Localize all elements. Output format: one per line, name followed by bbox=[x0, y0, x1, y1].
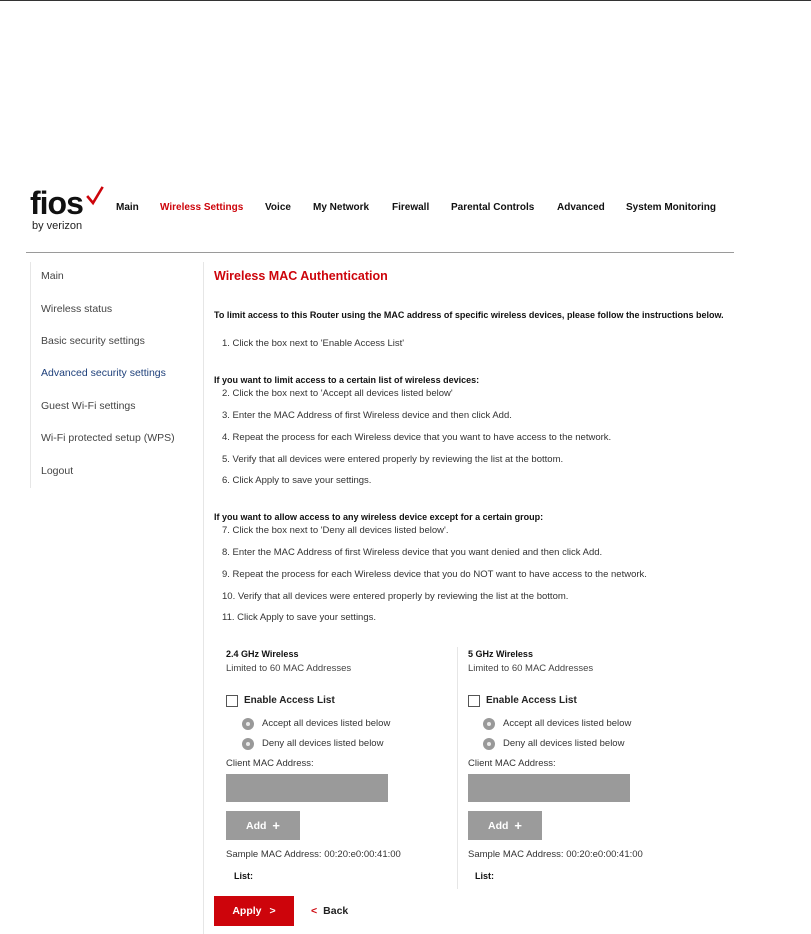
band-subtitle: Limited to 60 MAC Addresses bbox=[226, 663, 352, 674]
apply-button-label: Apply bbox=[232, 905, 262, 917]
client-mac-label: Client MAC Address: bbox=[468, 758, 556, 769]
sidebar-item-basic-security[interactable]: Basic security settings bbox=[41, 335, 145, 347]
intro-text: To limit access to this Router using the MAC address of specific wireless devices, please follow the instructions below. bbox=[214, 310, 724, 320]
nav-voice[interactable]: Voice bbox=[265, 202, 291, 213]
apply-button[interactable] bbox=[214, 896, 294, 926]
mac-list-label: List: bbox=[475, 871, 494, 881]
add-button-label: Add bbox=[245, 819, 267, 832]
client-mac-label: Client MAC Address: bbox=[226, 758, 314, 769]
add-mac-button[interactable] bbox=[468, 811, 542, 840]
nav-parental-controls[interactable]: Parental Controls bbox=[451, 202, 535, 213]
deny-all-label: Deny all devices listed below bbox=[262, 738, 384, 749]
instruction-step: 3. Enter the MAC Address of first Wireless device and then click Add. bbox=[222, 410, 512, 421]
nav-firewall[interactable]: Firewall bbox=[392, 202, 430, 213]
deny-all-label: Deny all devices listed below bbox=[503, 738, 625, 749]
sidebar bbox=[30, 262, 201, 488]
column-divider bbox=[457, 647, 458, 889]
allow-access-heading: If you want to allow access to any wireless device except for a certain group: bbox=[214, 512, 544, 522]
add-button-label: Add bbox=[487, 819, 509, 832]
instruction-step: 4. Repeat the process for each Wireless device that you want to have access to the network. bbox=[222, 432, 612, 443]
header-divider bbox=[26, 252, 734, 253]
enable-access-list-checkbox[interactable] bbox=[226, 695, 238, 707]
nav-system-monitoring[interactable]: System Monitoring bbox=[626, 202, 717, 213]
instruction-step: 8. Enter the MAC Address of first Wireless device that you want denied and then click Add. bbox=[222, 547, 603, 558]
deny-all-radio[interactable] bbox=[483, 738, 495, 750]
sidebar-item-guest-wifi[interactable]: Guest Wi-Fi settings bbox=[41, 400, 136, 412]
fios-logo[interactable] bbox=[30, 186, 110, 236]
sidebar-item-wps[interactable]: Wi-Fi protected setup (WPS) bbox=[41, 432, 175, 444]
mac-list-label: List: bbox=[234, 871, 253, 881]
chevron-right-icon: > bbox=[269, 905, 276, 917]
chevron-left-icon: < bbox=[311, 905, 318, 917]
instruction-step: 10. Verify that all devices were entered properly by reviewing the list at the bottom. bbox=[222, 591, 569, 602]
plus-icon: + bbox=[514, 818, 522, 833]
enable-access-list-label: Enable Access List bbox=[244, 695, 335, 706]
instruction-step: 2. Click the box next to 'Accept all devices listed below' bbox=[222, 388, 453, 399]
sidebar-item-main[interactable]: Main bbox=[41, 270, 64, 282]
instruction-step: 1. Click the box next to 'Enable Access List' bbox=[222, 338, 405, 349]
band-subtitle: Limited to 60 MAC Addresses bbox=[468, 663, 594, 674]
logo-wordmark: fios bbox=[30, 185, 83, 221]
instruction-step: 9. Repeat the process for each Wireless device that you do NOT want to have access to the network. bbox=[222, 569, 647, 580]
back-link[interactable] bbox=[311, 905, 348, 917]
nav-main[interactable]: Main bbox=[116, 202, 139, 213]
accept-all-label: Accept all devices listed below bbox=[503, 718, 632, 729]
sidebar-item-logout[interactable]: Logout bbox=[41, 465, 74, 477]
band-title: 2.4 GHz Wireless bbox=[226, 649, 299, 659]
sidebar-item-advanced-security[interactable]: Advanced security settings bbox=[41, 367, 166, 379]
main-content bbox=[203, 262, 734, 934]
sample-mac-text: Sample MAC Address: 00:20:e0:00:41:00 bbox=[468, 849, 643, 860]
instruction-step: 5. Verify that all devices were entered properly by reviewing the list at the bottom. bbox=[222, 454, 564, 465]
back-link-label: Back bbox=[323, 905, 349, 917]
top-border bbox=[0, 0, 811, 1]
instruction-step: 11. Click Apply to save your settings. bbox=[222, 612, 377, 623]
instruction-step: 7. Click the box next to 'Deny all devices listed below'. bbox=[222, 525, 449, 536]
sample-mac-text: Sample MAC Address: 00:20:e0:00:41:00 bbox=[226, 849, 401, 860]
accept-all-label: Accept all devices listed below bbox=[262, 718, 391, 729]
limit-access-heading: If you want to limit access to a certain list of wireless devices: bbox=[214, 375, 480, 385]
accept-all-radio[interactable] bbox=[242, 718, 254, 730]
sidebar-item-wireless-status[interactable]: Wireless status bbox=[41, 303, 113, 315]
verizon-check-icon bbox=[86, 186, 104, 206]
nav-wireless-settings[interactable]: Wireless Settings bbox=[160, 202, 244, 213]
nav-advanced[interactable]: Advanced bbox=[557, 202, 605, 213]
plus-icon: + bbox=[272, 818, 280, 833]
band-title: 5 GHz Wireless bbox=[468, 649, 533, 659]
accept-all-radio[interactable] bbox=[483, 718, 495, 730]
client-mac-input[interactable] bbox=[226, 774, 388, 802]
add-mac-button[interactable] bbox=[226, 811, 300, 840]
logo-subtitle: by verizon bbox=[32, 220, 83, 232]
deny-all-radio[interactable] bbox=[242, 738, 254, 750]
nav-my-network[interactable]: My Network bbox=[313, 202, 370, 213]
page-title: Wireless MAC Authentication bbox=[214, 269, 388, 283]
client-mac-input[interactable] bbox=[468, 774, 630, 802]
enable-access-list-checkbox[interactable] bbox=[468, 695, 480, 707]
enable-access-list-label: Enable Access List bbox=[486, 695, 577, 706]
instruction-step: 6. Click Apply to save your settings. bbox=[222, 475, 372, 486]
